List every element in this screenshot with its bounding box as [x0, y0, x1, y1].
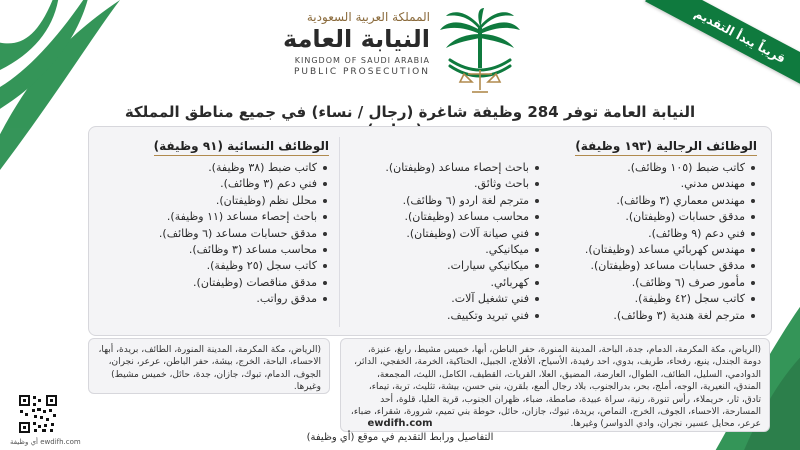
- men-jobs-title: الوظائف الرجالية (١٩٣ وظيفة): [575, 139, 757, 156]
- list-item: مترجم لغة اردو (٦ وظائف).: [347, 193, 541, 209]
- men-jobs-list-2: [347, 160, 541, 324]
- list-item: كاتب سجل (٤٢ وظيفة).: [563, 291, 757, 307]
- list-item: مدقق مناقصات (وظيفتان).: [103, 275, 329, 291]
- list-item: كهربائي.: [347, 275, 541, 291]
- palm-swords-scales-emblem-icon: [438, 8, 522, 94]
- list-item: فني تبريد وتكييف.: [347, 308, 541, 324]
- women-jobs-section: [103, 135, 329, 308]
- qr-caption: ewdifh.com أي وظيفة: [10, 438, 81, 446]
- list-item: مهندس كهربائي مساعد (وظيفتان).: [563, 242, 757, 258]
- list-item: مدقق حسابات (وظيفتان).: [563, 209, 757, 225]
- men-jobs-list-1: [563, 160, 757, 324]
- kingdom-name-ar: المملكة العربية السعودية: [306, 10, 430, 24]
- list-item: محاسب مساعد (٣ وظائف).: [103, 242, 329, 258]
- list-item: كاتب ضبط (١٠٥ وظائف).: [563, 160, 757, 176]
- list-item: ميكانيكي سيارات.: [347, 258, 541, 274]
- footer-note: التفاصيل ورابط التقديم في موقع (أي وظيفة): [306, 432, 494, 443]
- list-item: مدقق حسابات مساعد (٦ وظائف).: [103, 226, 329, 242]
- agency-title-block: [250, 10, 430, 77]
- coming-soon-ribbon: قريباً يبدأ التقديم: [645, 0, 800, 95]
- announcement-headline: النيابة العامة توفر 284 وظيفة شاغرة (رجال / نساء) في جميع مناطق المملكة: [124, 103, 696, 121]
- list-item: فني تشغيل آلات.: [347, 291, 541, 307]
- list-item: فني دعم (٣ وظائف).: [103, 176, 329, 192]
- men-regions-text: (الرياض، مكة المكرمة، الدمام، جدة، الباحة، المدينة المنورة، حفر الباطن، أبها، خميس مشيط، رابغ، عنيزة، دومة الجندل، ينبع، رفحاء، طريف، بدوي، احد رفيدة، الأسياح، الأفلاج، الجبيل، الحناكية، الخرمة، الخفجي، الدائر، الدوادمي، السليل، الطائف، الطوال، العارضة، المضيق، العلا، القريات، القطيف، الكامل، الليث، المجمعة، المندق، النعيرية، الوجه، أملج، بحر، بدرالجنوب، بلاد رجال ألمع، بلقرن، بني حسن، بيشة، تثليث، تربة، تيماء، تادق، ثار، حريملاء، رأس تنورة، رنية، سراة عبيدة، صامطة، ضباء، ظهران الجنوب، قرية العليا، قلوة، أحد المسارحة، الاحساء، الجوف، الخرج، النماص، بريدة، تبوك، جازان، حائل، حوطة بني تميم، شرورة، شقراء، ضباء، عرعر، محايل عسير، نجران، وادي الدواسر) وغيرها.: [340, 338, 770, 432]
- list-item: باحث وثائق.: [347, 176, 541, 192]
- list-item: مهندس معماري (٣ وظائف).: [563, 193, 757, 209]
- list-item: مأمور صرف (٦ وظائف).: [563, 275, 757, 291]
- list-item: مهندس مدني.: [563, 176, 757, 192]
- section-divider: [339, 137, 340, 327]
- list-item: محلل نظم (وظيفتان).: [103, 193, 329, 209]
- list-item: ميكانيكي.: [347, 242, 541, 258]
- jobs-card: [88, 126, 772, 336]
- list-item: مدقق رواتب.: [103, 291, 329, 307]
- list-item: باحث إحصاء مساعد (وظيفتان).: [347, 160, 541, 176]
- list-item: فني دعم (٩ وظائف).: [563, 226, 757, 242]
- list-item: محاسب مساعد (وظيفتان).: [347, 209, 541, 225]
- women-jobs-title: الوظائف النسائية (٩١ وظيفة): [154, 139, 329, 156]
- agency-name-ar: النيابة العامة: [283, 25, 430, 53]
- list-item: كاتب سجل (٢٥ وظيفة).: [103, 258, 329, 274]
- kingdom-name-en: KINGDOM OF SAUDI ARABIA: [294, 56, 430, 65]
- list-item: كاتب ضبط (٣٨ وظيفة).: [103, 160, 329, 176]
- men-jobs-section: [347, 135, 757, 324]
- agency-name-en: PUBLIC PROSECUTION: [293, 67, 430, 77]
- list-item: باحث إحصاء مساعد (١١ وظيفة).: [103, 209, 329, 225]
- women-regions-text: (الرياض، مكة المكرمة، المدينة المنورة، الطائف، بريدة، أبها، الاحساء، الباحة، الخرج، بيشة، حفر الباطن، عرعر، نجران، الجوف، الدمام، تبوك، جازان، جدة، حائل، خميس مشيط) وغيرها.: [88, 338, 330, 394]
- list-item: فني صيانة آلات (وظيفتان).: [347, 226, 541, 242]
- agency-header: [250, 6, 550, 98]
- men-jobs-grid: [347, 160, 757, 324]
- list-item: مترجم لغة هندية (٣ وظائف).: [563, 308, 757, 324]
- women-jobs-list: [103, 160, 329, 308]
- list-item: مدقق حسابات مساعد (وظيفتان).: [563, 258, 757, 274]
- website-link[interactable]: ewdifh.com: [367, 418, 433, 429]
- qr-code-icon[interactable]: [18, 394, 58, 434]
